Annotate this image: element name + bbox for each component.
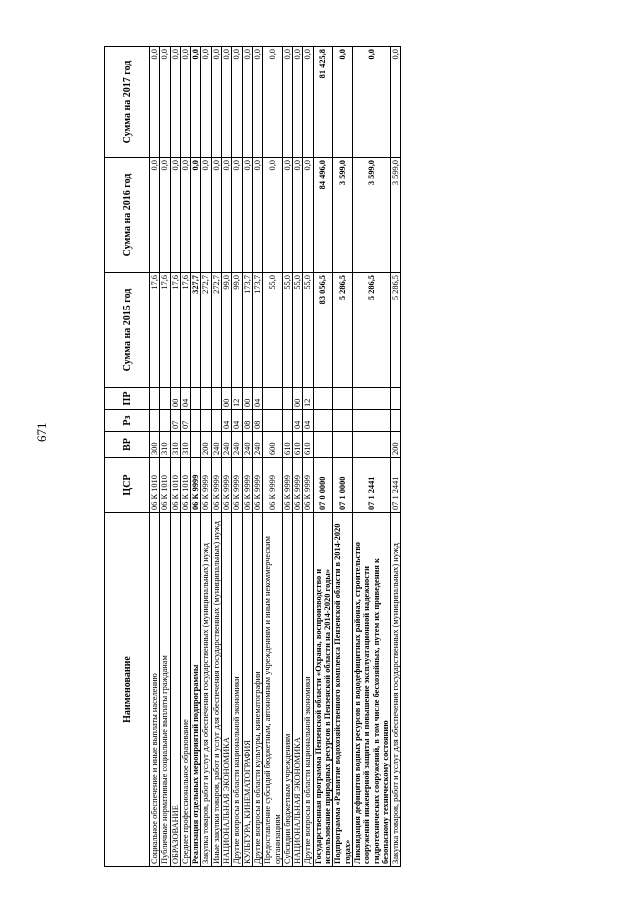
table-row: [180, 47, 190, 867]
budget-table: [104, 46, 401, 867]
row-rz: 08: [252, 410, 262, 432]
row-csr: 06 К 1010: [160, 458, 170, 513]
row-sum-2017: 81 425,8: [313, 47, 333, 158]
row-vr: 600: [263, 432, 283, 458]
row-name: Реализация отдельных мероприятий подпрограммы: [191, 513, 201, 867]
row-vr: 610: [303, 432, 313, 458]
row-sum-2017: 0,0: [150, 47, 160, 158]
row-name: Среднее профессиональное образование: [180, 513, 190, 867]
row-rz: [160, 410, 170, 432]
row-name: Публичные нормативные социальные выплаты гражданам: [160, 513, 170, 867]
row-csr: 07 1 2441: [391, 458, 401, 513]
table-row: [201, 47, 211, 867]
row-sum-2016: 0,0: [170, 158, 180, 273]
page-number: 671: [34, 422, 49, 442]
row-sum-2016: 0,0: [252, 158, 262, 273]
row-rz: 07: [170, 410, 180, 432]
row-vr: [333, 432, 353, 458]
row-sum-2016: 0,0: [201, 158, 211, 273]
row-csr: 06 К 9999: [263, 458, 283, 513]
row-sum-2015: 5 286,5: [333, 273, 353, 388]
row-csr: 06 К 9999: [222, 458, 232, 513]
row-name: НАЦИОНАЛЬНАЯ ЭКОНОМИКА: [222, 513, 232, 867]
row-sum-2017: 0,0: [222, 47, 232, 158]
table-row: [333, 47, 353, 867]
table-row: [263, 47, 283, 867]
row-sum-2015: 55,0: [293, 273, 303, 388]
row-pr: [352, 388, 390, 410]
table-row: [150, 47, 160, 867]
header-name: Наименование: [105, 513, 150, 867]
row-vr: 240: [222, 432, 232, 458]
row-vr: [191, 432, 201, 458]
row-vr: 610: [282, 432, 292, 458]
table-row: [160, 47, 170, 867]
row-pr: [333, 388, 353, 410]
row-pr: 04: [180, 388, 190, 410]
row-name: Закупка товаров, работ и услуг для обеспечения государственных (муниципальных) нужд: [391, 513, 401, 867]
table-row: [242, 47, 252, 867]
table-row: [211, 47, 221, 867]
row-sum-2015: 55,0: [282, 273, 292, 388]
row-name: Государственная программа Пензенской области «Охрана, воспроизводство и использование природных ресурсов в Пензенской области на 2014-2020 годы»: [313, 513, 333, 867]
row-csr: 07 1 0000: [333, 458, 353, 513]
table-row: [313, 47, 333, 867]
row-name: ОБРАЗОВАНИЕ: [170, 513, 180, 867]
row-sum-2015: 83 056,5: [313, 273, 333, 388]
row-name: Другие вопросы в области культуры, кинематографии: [252, 513, 262, 867]
row-vr: 240: [252, 432, 262, 458]
row-vr: 200: [391, 432, 401, 458]
table-row: [282, 47, 292, 867]
row-pr: 00: [170, 388, 180, 410]
row-sum-2016: 3 599,0: [333, 158, 353, 273]
table-row: [303, 47, 313, 867]
row-rz: [391, 410, 401, 432]
row-csr: 06 К 9999: [201, 458, 211, 513]
row-sum-2015: 17,6: [150, 273, 160, 388]
header-rz: Рз: [105, 410, 150, 432]
row-name: Предоставление субсидий бюджетным, автономным учреждениям и иным некоммерческим организациям: [263, 513, 283, 867]
table-row: [391, 47, 401, 867]
row-rz: 07: [180, 410, 190, 432]
row-pr: 00: [222, 388, 232, 410]
row-name: Социальное обеспечение и иные выплаты населению: [150, 513, 160, 867]
row-sum-2015: 5 286,5: [352, 273, 390, 388]
row-pr: [211, 388, 221, 410]
row-pr: [282, 388, 292, 410]
row-sum-2015: 99,0: [222, 273, 232, 388]
row-rz: 04: [222, 410, 232, 432]
row-rz: [352, 410, 390, 432]
row-name: КУЛЬТУРА, КИНЕМАТОГРАФИЯ: [242, 513, 252, 867]
row-sum-2017: 0,0: [282, 47, 292, 158]
row-sum-2017: 0,0: [180, 47, 190, 158]
row-rz: [211, 410, 221, 432]
row-sum-2015: 17,6: [170, 273, 180, 388]
row-sum-2016: 3 599,0: [391, 158, 401, 273]
row-vr: 240: [232, 432, 242, 458]
row-pr: [191, 388, 201, 410]
row-sum-2015: 99,0: [232, 273, 242, 388]
row-csr: 06 К 9999: [252, 458, 262, 513]
row-name: Другие вопросы в области национальной экономики: [232, 513, 242, 867]
row-pr: 00: [242, 388, 252, 410]
row-csr: 06 К 1010: [170, 458, 180, 513]
header-sum-2017: Сумма на 2017 год: [105, 47, 150, 158]
header-sum-2016: Сумма на 2016 год: [105, 158, 150, 273]
row-sum-2016: 0,0: [191, 158, 201, 273]
row-name: Другие вопросы в области национальной экономики: [303, 513, 313, 867]
row-csr: 07 1 2441: [352, 458, 390, 513]
row-sum-2015: 5 286,5: [391, 273, 401, 388]
header-sum-2015: Сумма на 2015 год: [105, 273, 150, 388]
row-sum-2017: 0,0: [303, 47, 313, 158]
row-name: Закупка товаров, работ и услуг для обеспечения государственных (муниципальных) нужд: [201, 513, 211, 867]
row-csr: 06 К 9999: [211, 458, 221, 513]
row-sum-2016: 0,0: [222, 158, 232, 273]
row-sum-2015: 272,7: [211, 273, 221, 388]
row-rz: [201, 410, 211, 432]
row-pr: [150, 388, 160, 410]
row-sum-2017: 0,0: [170, 47, 180, 158]
row-rz: [191, 410, 201, 432]
row-pr: 12: [303, 388, 313, 410]
row-sum-2017: 0,0: [160, 47, 170, 158]
row-csr: 06 К 9999: [191, 458, 201, 513]
row-rz: [333, 410, 353, 432]
table-row: [252, 47, 262, 867]
row-vr: [313, 432, 333, 458]
row-pr: [391, 388, 401, 410]
row-sum-2017: 0,0: [293, 47, 303, 158]
row-sum-2017: 0,0: [201, 47, 211, 158]
row-sum-2017: 0,0: [242, 47, 252, 158]
row-csr: 06 К 1010: [180, 458, 190, 513]
row-vr: 610: [293, 432, 303, 458]
row-sum-2016: 0,0: [263, 158, 283, 273]
row-sum-2015: 327,7: [191, 273, 201, 388]
row-pr: [160, 388, 170, 410]
row-name: Подпрограмма «Развитие водохозяйственного комплекса Пензенской области в 2014-2020 годах»: [333, 513, 353, 867]
header-row: [105, 47, 150, 867]
row-sum-2016: 0,0: [211, 158, 221, 273]
row-name: НАЦИОНАЛЬНАЯ ЭКОНОМИКА: [293, 513, 303, 867]
row-sum-2017: 0,0: [333, 47, 353, 158]
row-vr: 240: [211, 432, 221, 458]
header-pr: ПР: [105, 388, 150, 410]
table-row: [191, 47, 201, 867]
row-vr: 310: [180, 432, 190, 458]
row-sum-2015: 55,0: [263, 273, 283, 388]
row-sum-2015: 17,6: [180, 273, 190, 388]
row-pr: [263, 388, 283, 410]
row-vr: 310: [160, 432, 170, 458]
row-sum-2015: 173,7: [242, 273, 252, 388]
row-sum-2016: 0,0: [242, 158, 252, 273]
row-rz: [150, 410, 160, 432]
row-name: Ликвидация дефицитов водных ресурсов в вододефицитных районах, строительство сооружений инженерной защиты и повышение эксплуатационной надежности гидротехнических сооружений, в том числе бесхозяйных, путем их приведения к безопасному техническому состоянию: [352, 513, 390, 867]
row-name: Субсидии бюджетным учреждениям: [282, 513, 292, 867]
row-csr: 06 К 9999: [282, 458, 292, 513]
header-csr: ЦСР: [105, 458, 150, 513]
row-sum-2017: 0,0: [352, 47, 390, 158]
row-rz: 04: [232, 410, 242, 432]
row-pr: [313, 388, 333, 410]
row-vr: 240: [242, 432, 252, 458]
row-sum-2017: 0,0: [252, 47, 262, 158]
row-sum-2017: 0,0: [391, 47, 401, 158]
table-row: [170, 47, 180, 867]
row-sum-2016: 3 599,0: [352, 158, 390, 273]
row-sum-2015: 55,0: [303, 273, 313, 388]
row-vr: 200: [201, 432, 211, 458]
row-vr: [352, 432, 390, 458]
row-rz: 08: [242, 410, 252, 432]
row-sum-2016: 84 496,0: [313, 158, 333, 273]
row-rz: [313, 410, 333, 432]
row-sum-2017: 0,0: [191, 47, 201, 158]
row-sum-2016: 0,0: [282, 158, 292, 273]
row-pr: 00: [293, 388, 303, 410]
row-sum-2015: 272,7: [201, 273, 211, 388]
row-rz: [263, 410, 283, 432]
row-sum-2016: 0,0: [180, 158, 190, 273]
row-sum-2016: 0,0: [160, 158, 170, 273]
row-csr: 06 К 9999: [293, 458, 303, 513]
row-rz: 04: [293, 410, 303, 432]
row-pr: 04: [252, 388, 262, 410]
row-rz: [282, 410, 292, 432]
row-sum-2016: 0,0: [303, 158, 313, 273]
row-csr: 06 К 9999: [232, 458, 242, 513]
row-rz: 04: [303, 410, 313, 432]
row-vr: 310: [170, 432, 180, 458]
row-sum-2016: 0,0: [232, 158, 242, 273]
row-sum-2015: 173,7: [252, 273, 262, 388]
table-row: [222, 47, 232, 867]
row-name: Иные закупки товаров, работ и услуг для обеспечения государственных (муниципальных) нужд: [211, 513, 221, 867]
table-row: [293, 47, 303, 867]
row-csr: 07 0 0000: [313, 458, 333, 513]
row-pr: [201, 388, 211, 410]
row-csr: 06 К 9999: [242, 458, 252, 513]
row-vr: 300: [150, 432, 160, 458]
row-csr: 06 К 9999: [303, 458, 313, 513]
row-sum-2016: 0,0: [150, 158, 160, 273]
row-sum-2016: 0,0: [293, 158, 303, 273]
row-csr: 06 К 1010: [150, 458, 160, 513]
table-row: [232, 47, 242, 867]
rotated-table-container: [104, 47, 604, 867]
row-sum-2017: 0,0: [232, 47, 242, 158]
header-vr: ВР: [105, 432, 150, 458]
table-row: [352, 47, 390, 867]
row-pr: 12: [232, 388, 242, 410]
row-sum-2015: 17,6: [160, 273, 170, 388]
row-sum-2017: 0,0: [263, 47, 283, 158]
row-sum-2017: 0,0: [211, 47, 221, 158]
